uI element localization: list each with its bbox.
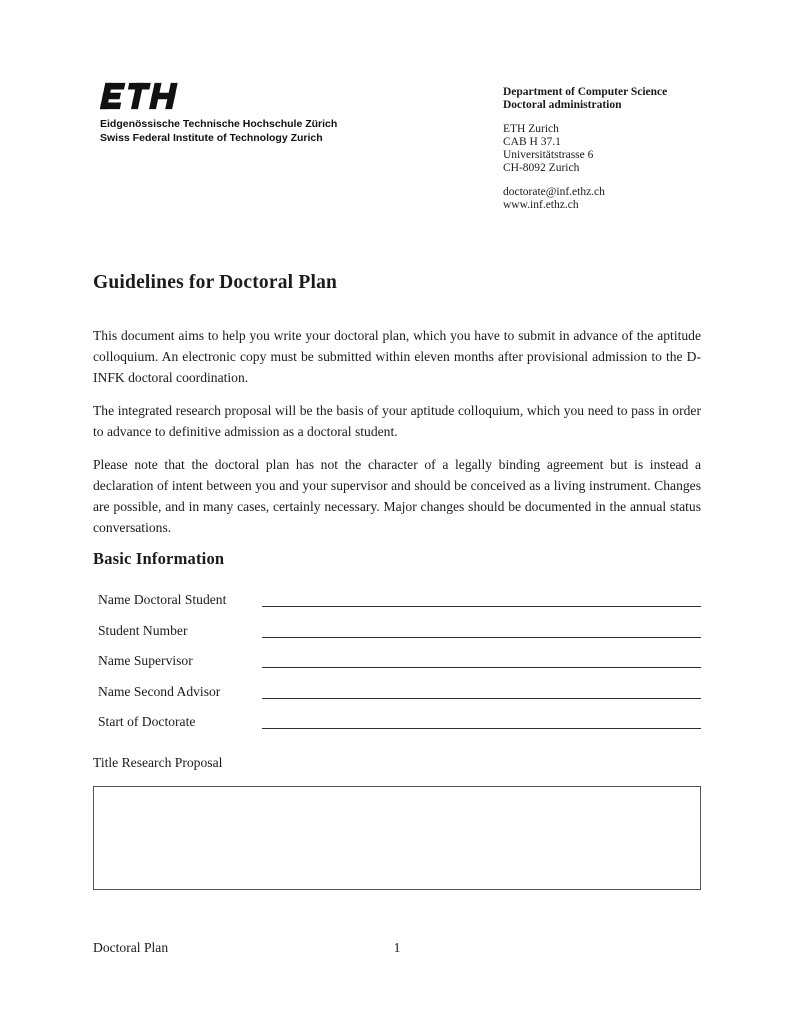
field-row-second-advisor (93, 682, 701, 713)
department-name: Department of Computer Science (503, 86, 668, 98)
start-of-doctorate-input-line[interactable] (262, 715, 701, 729)
basic-information-section (93, 549, 701, 890)
field-label: Name Second Advisor (98, 683, 221, 699)
proposal-title-input-box[interactable] (93, 786, 701, 890)
address-line: CH-8092 Zurich (503, 162, 580, 174)
note-paragraph: Please note that the doctoral plan has not the character of a legally binding agreement but is instead a declaration of intent between you and your supervisor and should be conceived as a living instrument. Changes are possible, and in many cases, certainly necessary. Major changes should be documented in the annual status conversations. (93, 457, 701, 535)
logo-tagline-de: Eidgenössische Technische Hochschule Zürich (100, 118, 338, 130)
footer-document-name: Doctoral Plan (93, 940, 169, 955)
spacer (503, 175, 667, 186)
contact-block (503, 86, 667, 212)
student-number-input-line[interactable] (262, 624, 701, 638)
spacer (503, 112, 667, 123)
address-line: CAB H 37.1 (503, 136, 561, 148)
email-link[interactable]: doctorate@inf.ethz.ch (503, 186, 605, 198)
website-link[interactable]: www.inf.ethz.ch (503, 199, 579, 211)
section-heading: Basic Information (93, 549, 225, 568)
address-line: ETH Zurich (503, 123, 559, 135)
main-content (93, 272, 701, 550)
eth-logo-block (100, 82, 337, 145)
supervisor-input-line[interactable] (262, 654, 701, 668)
second-advisor-input-line[interactable] (262, 685, 701, 699)
field-label: Start of Doctorate (98, 714, 196, 729)
logo-tagline-en: Swiss Federal Institute of Technology Zurich (100, 132, 323, 144)
field-row-supervisor (93, 651, 701, 682)
field-label: Name Supervisor (98, 653, 193, 668)
page-title: Guidelines for Doctoral Plan (93, 272, 338, 293)
doctoral-student-input-line[interactable] (262, 593, 701, 607)
colloquium-paragraph: The integrated research proposal will be the basis of your aptitude colloquium, which you need to pass in order to advance to definitive admission as a doctoral student. (93, 403, 701, 439)
proposal-title-label: Title Research Proposal (93, 754, 223, 770)
field-row-start-of-doctorate (93, 712, 701, 743)
field-row-doctoral-student (93, 590, 701, 621)
eth-logo-icon (100, 82, 337, 110)
intro-paragraph: This document aims to help you write your doctoral plan, which you have to submit in advance of the aptitude colloquium. An electronic copy must be submitted within eleven months after provisional admission to the D-INFK doctoral coordination. (93, 328, 701, 385)
field-label: Student Number (98, 622, 188, 638)
address-line: Universitätstrasse 6 (503, 149, 594, 161)
department-unit: Doctoral administration (503, 99, 622, 111)
field-row-student-number (93, 621, 701, 652)
field-label: Name Doctoral Student (98, 592, 227, 607)
footer-page-number: 1 (393, 940, 401, 955)
